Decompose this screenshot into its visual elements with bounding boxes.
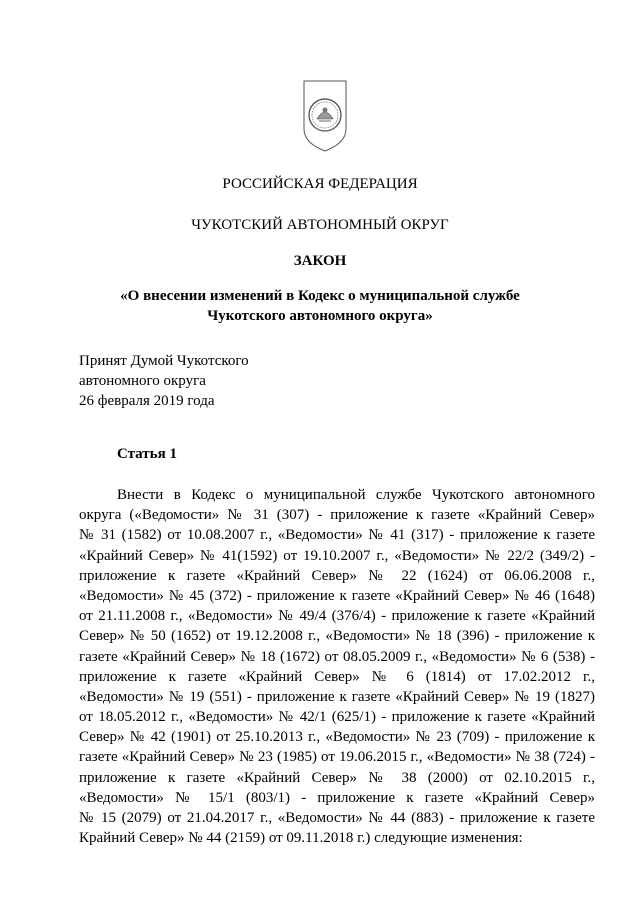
article-body <box>79 485 595 848</box>
coat-of-arms-emblem <box>300 79 350 153</box>
article-line: приложение к газете «Крайний Север» № 6 (1814) от 17.02.2012 г., <box>79 668 595 685</box>
article-line: № 15 (2079) от 21.04.2017 г., «Ведомости» № 44 (883) - приложение к газете <box>79 810 595 826</box>
article-line: газете «Крайний Север» № 23 (1985) от 19.06.2015 г., «Ведомости» № 38 (724) - <box>79 749 595 766</box>
law-title-line-1: «О внесении изменений в Кодекс о муниципальной службе <box>120 288 520 304</box>
region-heading: ЧУКОТСКИЙ АВТОНОМНЫЙ ОКРУГ <box>191 217 449 233</box>
article-line: Крайний Север» № 44 (2159) от 09.11.2018 г.) следующие изменения: <box>79 830 523 847</box>
adoption-line: автономного округа <box>79 373 206 389</box>
article-line: Внести в Кодекс о муниципальной службе Чукотского автономного <box>117 487 595 503</box>
article-line: «Ведомости» № 19 (551) - приложение к газете «Крайний Север» № 19 (1827) <box>79 688 595 705</box>
law-title-line-2: Чукотского автономного округа» <box>207 308 433 324</box>
document-type: ЗАКОН <box>293 253 347 269</box>
article-line: «Крайний Север» № 41(1592) от 19.10.2007 г., «Ведомости» № 22/2 (349/2) - <box>79 547 595 564</box>
adoption-block <box>79 351 379 411</box>
article-line: Север» № 42 (1901) от 25.10.2013 г., «Ведомости» № 23 (709) - приложение к <box>79 729 595 746</box>
adoption-date: 26 февраля 2019 года <box>79 393 215 409</box>
adoption-line: Принят Думой Чукотского <box>79 353 249 369</box>
article-line: приложение к газете «Крайний Север» № 22 (1624) от 06.06.2008 г., <box>79 567 595 584</box>
article-line: «Ведомости» № 45 (372) - приложение к газете «Крайний Север» № 46 (1648) <box>79 587 595 604</box>
article-line: № 31 (1582) от 10.08.2007 г., «Ведомости» № 41 (317) - приложение к газете <box>79 527 595 544</box>
article-line: от 21.11.2008 г., «Ведомости» № 49/4 (376/4) - приложение к газете «Крайний <box>79 608 595 625</box>
coat-of-arms-icon <box>300 79 350 153</box>
article-line: округа («Ведомости» № 31 (307) - приложение к газете «Крайний Север» <box>79 507 595 524</box>
article-title: Статья 1 <box>117 446 177 462</box>
article-line: «Ведомости» № 15/1 (803/1) - приложение к газете «Крайний Север» <box>79 789 595 806</box>
article-line: Север» № 50 (1652) от 19.12.2008 г., «Ведомости» № 18 (396) - приложение к <box>79 628 595 645</box>
country-heading: РОССИЙСКАЯ ФЕДЕРАЦИЯ <box>222 176 418 192</box>
article-line: от 18.05.2012 г., «Ведомости» № 42/1 (625/1) - приложение к газете «Крайний <box>79 709 595 726</box>
article-line: приложение к газете «Крайний Север» № 38 (2000) от 02.10.2015 г., <box>79 769 595 786</box>
article-line: газете «Крайний Север» № 18 (1672) от 08.05.2009 г., «Ведомости» № 6 (538) - <box>79 648 595 665</box>
